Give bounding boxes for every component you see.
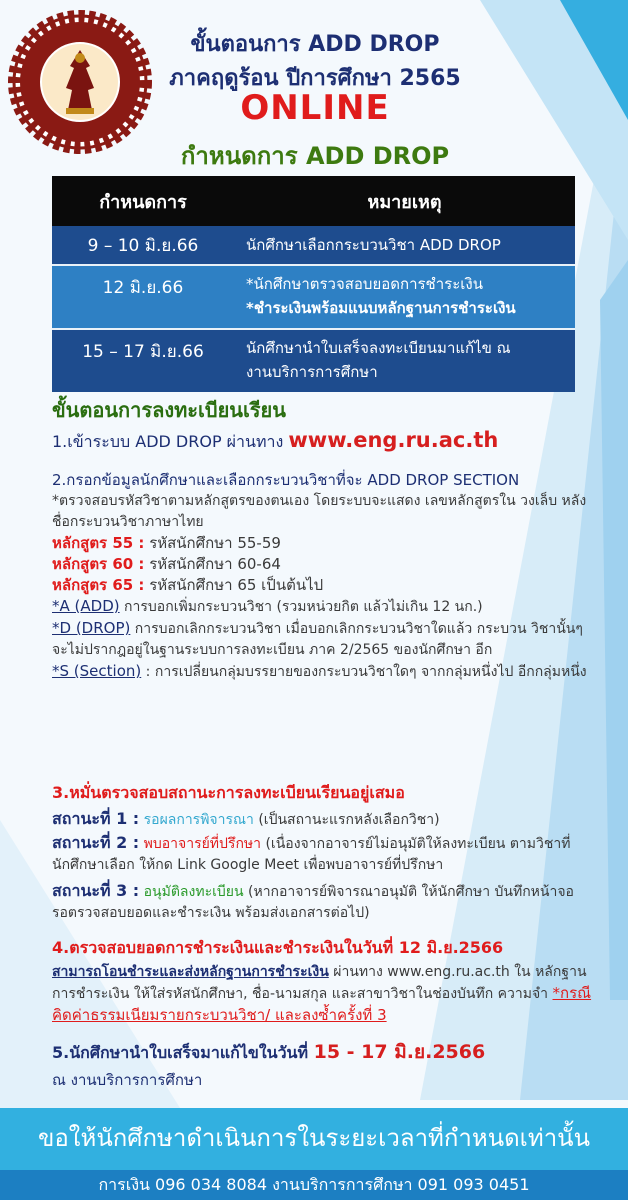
step-3-title: 3.หมั่นตรวจสอบสถานะการลงทะเบียนเรียนอยู่เสมอ [52, 783, 405, 802]
title-online: ONLINE [240, 88, 390, 128]
status-label: สถานะที่ 1 : [52, 809, 140, 828]
schedule-table [52, 176, 575, 392]
step-4-via: ผ่านทาง www.eng.ru.ac.th ใน หลักฐานการชำระเงิน ให้ใส่รหัสนักศึกษา, ชื่อ-นามสกุล และสาขาวิชาในช่องบันทึก ความจำ [52, 964, 587, 1002]
curriculum-item [52, 554, 612, 575]
definition-desc: การบอกเพิ่มกระบวนวิชา (รวมหน่วยกิต แล้วไม่เกิน 12 นก.) [119, 599, 483, 615]
step-5-place: ณ งานบริการการศึกษา [52, 1071, 203, 1089]
definition-desc: : การเปลี่ยนกลุ่มบรรยายของกระบวนวิชาใดๆ จากกลุ่มหนึ่งไป อีกกลุ่มหนึ่ง [141, 664, 587, 680]
row-date: 15 – 17 มิ.ย.66 [82, 342, 204, 362]
step-4-body [52, 962, 592, 1027]
curriculum-value: รหัสนักศึกษา 65 เป็นต้นไป [144, 576, 324, 594]
status-desc: (เป็นสถานะแรกหลังเลือกวิชา) [253, 812, 440, 828]
row-note: *ชำระเงินพร้อมแนบหลักฐานการชำระเงิน [246, 299, 516, 317]
status-name: อนุมัติลงทะเบียน [139, 884, 244, 900]
status-desc: (หากอาจารย์พิจารณาอนุมัติ ให้นักศึกษา บันทึกหน้าจอ รอตรวจสอบยอดและชำระเงิน พร้อมส่งเอกสารต่อไป) [52, 884, 574, 921]
row-date: 12 มิ.ย.66 [102, 278, 184, 298]
curriculum-item [52, 575, 612, 596]
status-item [52, 880, 592, 924]
status-name: พบอาจารย์ที่ปรึกษา [139, 836, 262, 852]
row-note: งานบริการการศึกษา [246, 363, 378, 381]
step-2-title: 2.กรอกข้อมูลนักศึกษาและเลือกกระบวนวิชาที่จะ ADD DROP SECTION [52, 471, 520, 489]
step-2 [52, 470, 612, 683]
definition-term: *S (Section) [52, 662, 142, 680]
row-note: นักศึกษานำใบเสร็จลงทะเบียนมาแก้ไข ณ [246, 339, 511, 357]
notice-text: ขอให้นักศึกษาดำเนินการในระยะเวลาที่กำหนดเท่านั้น [37, 1124, 590, 1152]
row-notes [234, 272, 575, 328]
step-5-title [52, 1042, 612, 1063]
title-line-2: ภาคฤดูร้อน ปีการศึกษา 2565 [169, 66, 461, 91]
status-desc: (เนื่องจากอาจารย์ไม่อนุมัติให้ลงทะเบียน ตามวิชาที่นักศึกษาเลือก ให้กด Link Google Meet เพื่อพบอาจารย์ที่ปรึกษา [52, 836, 571, 873]
table-header [52, 176, 575, 226]
step-5-dates: 15 - 17 มิ.ย.2566 [313, 1041, 486, 1063]
definition-item [52, 618, 587, 661]
steps-heading: ขั้นตอนการลงทะเบียนเรียน [52, 398, 286, 422]
definition-desc: การบอกเลิกกระบวนวิชา เมื่อบอกเลิกกระบวนวิชาใดแล้ว กระบวน วิชานั้นๆ จะไม่ปรากฎอยู่ในฐานระบบการลงทะเบียน ภาค 2/2565 ของนักศึกษา อีก [52, 621, 583, 658]
definition-term: *D (DROP) [52, 619, 131, 637]
definition-item [52, 661, 587, 683]
curriculum-label: หลักสูตร 55 : [52, 534, 145, 552]
schedule-heading: กำหนดการ ADD DROP [180, 142, 450, 170]
status-name: รอผลการพิจารณา [139, 812, 254, 828]
step-1-url[interactable]: www.eng.ru.ac.th [288, 428, 499, 452]
table-row [52, 226, 575, 264]
curriculum-value: รหัสนักศึกษา 60-64 [144, 555, 281, 573]
contact-text: การเงิน 096 034 8084 งานบริการการศึกษา 091 093 0451 [98, 1175, 530, 1194]
header-notes: หมายเหตุ [367, 191, 442, 213]
step-1 [52, 430, 612, 452]
definition-item [52, 596, 612, 618]
table-row [52, 266, 575, 328]
row-note: *นักศึกษาตรวจสอบยอดการชำระเงิน [246, 275, 483, 293]
header-date: กำหนดการ [99, 191, 187, 213]
row-note: นักศึกษาเลือกกระบวนวิชา ADD DROP [246, 236, 501, 254]
step-4-warning: *กรณีคิดค่าธรรมเนียมรายกระบวนวิชา/ และลงซ้ำครั้งที่ 3 [52, 984, 592, 1024]
curriculum-label: หลักสูตร 65 : [52, 576, 145, 594]
step-5-text: 5.นักศึกษานำใบเสร็จมาแก้ไขในวันที่ [52, 1043, 314, 1062]
status-label: สถานะที่ 3 : [52, 881, 140, 900]
step-2-note: *ตรวจสอบรหัสวิชาตามหลักสูตรของตนเอง โดยระบบจะแสดง เลขหลักสูตรใน วงเล็บ หลังชื่อกระบวนวิชาภาษาไทย [52, 493, 587, 530]
step-4-title: 4.ตรวจสอบยอดการชำระเงินและชำระเงินในวันที่ 12 มิ.ย.2566 [52, 938, 504, 957]
curriculum-item [52, 533, 612, 554]
definition-term: *A (ADD) [52, 597, 120, 615]
step-1-text: 1.เข้าระบบ ADD DROP ผ่านทาง [52, 432, 289, 451]
step-4-link-text: สามารถโอนชำระและส่งหลักฐานการชำระเงิน [52, 964, 329, 980]
status-label: สถานะที่ 2 : [52, 833, 140, 852]
curriculum-value: รหัสนักศึกษา 55-59 [144, 534, 281, 552]
row-date: 9 – 10 มิ.ย.66 [87, 235, 199, 256]
status-item [52, 808, 612, 831]
curriculum-label: หลักสูตร 60 : [52, 555, 145, 573]
logo-seal [8, 10, 152, 154]
row-notes [234, 336, 575, 392]
table-row [52, 330, 575, 392]
title-line-1: ขั้นตอนการ ADD DROP [190, 32, 440, 57]
status-item [52, 832, 592, 876]
